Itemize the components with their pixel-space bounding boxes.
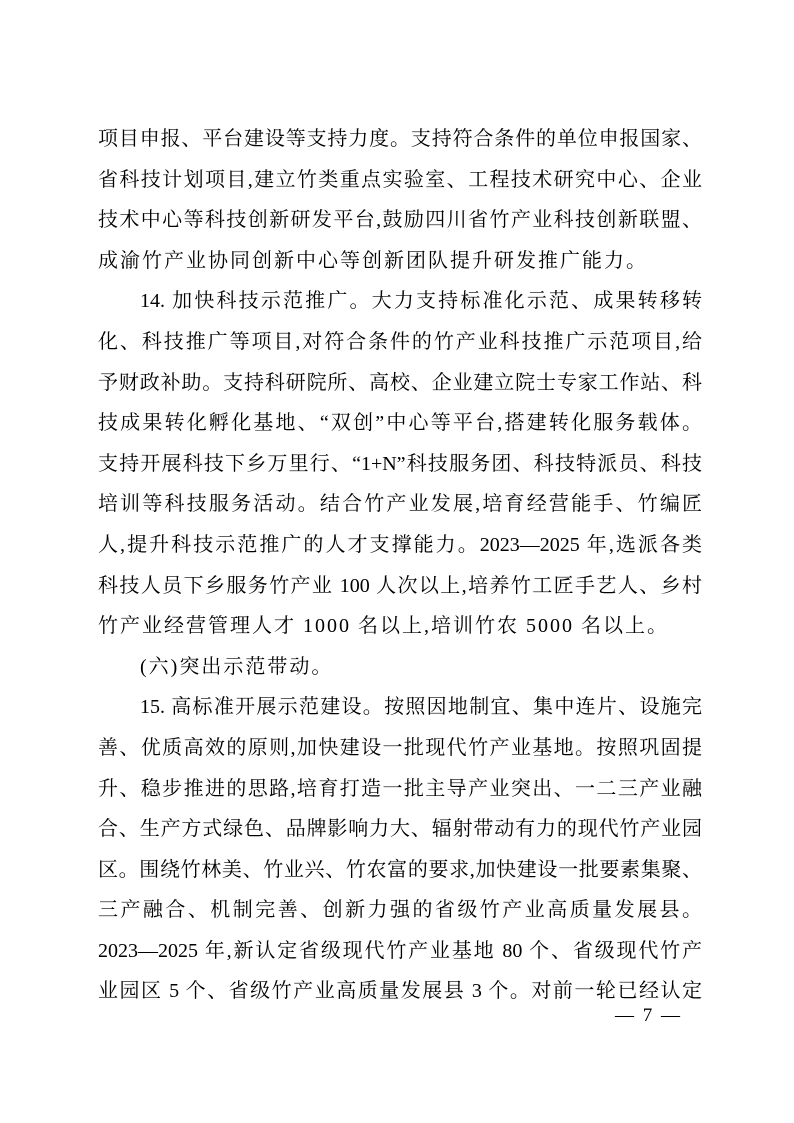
text-line: 善、优质高效的原则,加快建设一批现代竹产业基地。按照巩固提 [98,736,702,759]
text-line: 省科技计划项目,建立竹类重点实验室、工程技术研究中心、企业 [98,168,702,191]
page-number: — 7 — [615,1005,682,1026]
text-line: 成渝竹产业协同创新中心等创新团队提升研发推广能力。 [98,249,648,272]
section-heading-six: (六)突出示范带动。 [140,655,334,678]
text-line: 培训等科技服务活动。结合竹产业发展,培育经营能手、竹编匠 [98,493,702,516]
text-line: 竹产业经营管理人才 1000 名以上,培训竹农 5000 名以上。 [98,615,669,638]
text-line: 予财政补助。支持科研院所、高校、企业建立院士专家工作站、科 [98,371,702,394]
text-line-item-15-start: 15. 高标准开展示范建设。按照因地制宜、集中连片、设施完 [140,696,702,719]
text-line: 技术中心等科技创新研发平台,鼓励四川省竹产业科技创新联盟、 [98,209,702,232]
text-line: 支持开展科技下乡万里行、“1+N”科技服务团、科技特派员、科技 [98,452,702,475]
text-line: 人,提升科技示范推广的人才支撑能力。2023—2025 年,选派各类 [98,533,702,556]
text-line: 项目申报、平台建设等支持力度。支持符合条件的单位申报国家、 [98,128,702,150]
text-line: 合、生产方式绿色、品牌影响力大、辐射带动有力的现代竹产业园 [98,818,702,841]
text-line: 升、稳步推进的思路,培育打造一批主导产业突出、一二三产业融 [98,777,702,800]
text-line: 三产融合、机制完善、创新力强的省级竹产业高质量发展县。 [98,899,702,922]
text-line: 业园区 5 个、省级竹产业高质量发展县 3 个。对前一轮已经认定 [98,980,702,1003]
text-line-item-14-start: 14. 加快科技示范推广。大力支持标准化示范、成果转移转 [140,290,702,313]
text-line: 科技人员下乡服务竹产业 100 人次以上,培养竹工匠手艺人、乡村 [98,574,702,597]
document-body-text [98,119,702,1012]
text-line: 2023—2025 年,新认定省级现代竹产业基地 80 个、省级现代竹产 [98,939,702,962]
text-line: 化、科技推广等项目,对符合条件的竹产业科技推广示范项目,给 [98,330,702,353]
text-line: 技成果转化孵化基地、“双创”中心等平台,搭建转化服务载体。 [98,412,702,435]
text-line: 区。围绕竹林美、竹业兴、竹农富的要求,加快建设一批要素集聚、 [98,858,702,881]
